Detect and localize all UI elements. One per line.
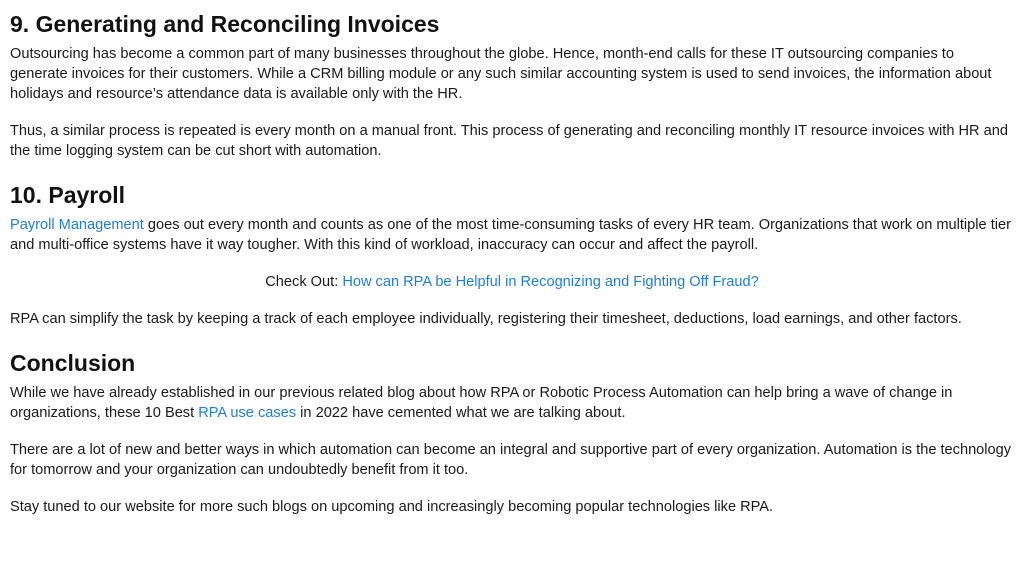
payroll-paragraph-1 (10, 215, 1014, 255)
conclusion-heading: Conclusion (10, 350, 136, 376)
invoices-paragraph-1: Outsourcing has become a common part of many businesses throughout the globe. Hence, month-end calls for these IT outsourcing companies to generate invoices for their customers. While a CRM billing module or any such similar accounting system is used to send invoices, the information about holidays and resource’s attendance data is available only with the HR. (10, 46, 992, 102)
conclusion-paragraph-3: Stay tuned to our website for more such blogs on upcoming and increasingly becoming popular technologies like RPA. (10, 499, 774, 515)
payroll-heading: 10. Payroll (10, 182, 126, 208)
conclusion-paragraph-2: There are a lot of new and better ways in which automation can become an integral and supportive part of every organization. Automation is the technology for tomorrow and your organization can undoubtedly benefit from it too. (10, 442, 1012, 478)
payroll-paragraph-2: RPA can simplify the task by keeping a track of each employee individually, registering their timesheet, deductions, load earnings, and other factors. (10, 311, 962, 327)
conclusion-paragraph-1-text-a: While we have already established in our previous related blog about how RPA or Robotic Process Automation can help bring a wave of change in organizations, these 10 Best (10, 385, 953, 421)
conclusion-paragraph-1-text-b: in 2022 have cemented what we are talking about. (296, 405, 626, 421)
check-out-label: Check Out: (265, 274, 343, 290)
rpa-fraud-article-link[interactable]: How can RPA be Helpful in Recognizing and Fighting Off Fraud? (342, 274, 759, 290)
invoices-paragraph-2: Thus, a similar process is repeated is every month on a manual front. This process of generating and reconciling monthly IT resource invoices with HR and the time logging system can be cut short with automation. (10, 123, 1008, 159)
conclusion-paragraph-1 (10, 383, 1014, 423)
invoices-heading: 9. Generating and Reconciling Invoices (10, 11, 440, 37)
payroll-management-link[interactable]: Payroll Management (10, 217, 144, 233)
payroll-paragraph-1-text: goes out every month and counts as one of the most time-consuming tasks of every HR team. Organizations that work on multiple tier and multi-office systems have it way tougher. With this kind of workload, inaccuracy can occur and affect the payroll. (10, 217, 1011, 253)
rpa-use-cases-link[interactable]: RPA use cases (198, 405, 297, 421)
check-out-line (10, 272, 1014, 292)
